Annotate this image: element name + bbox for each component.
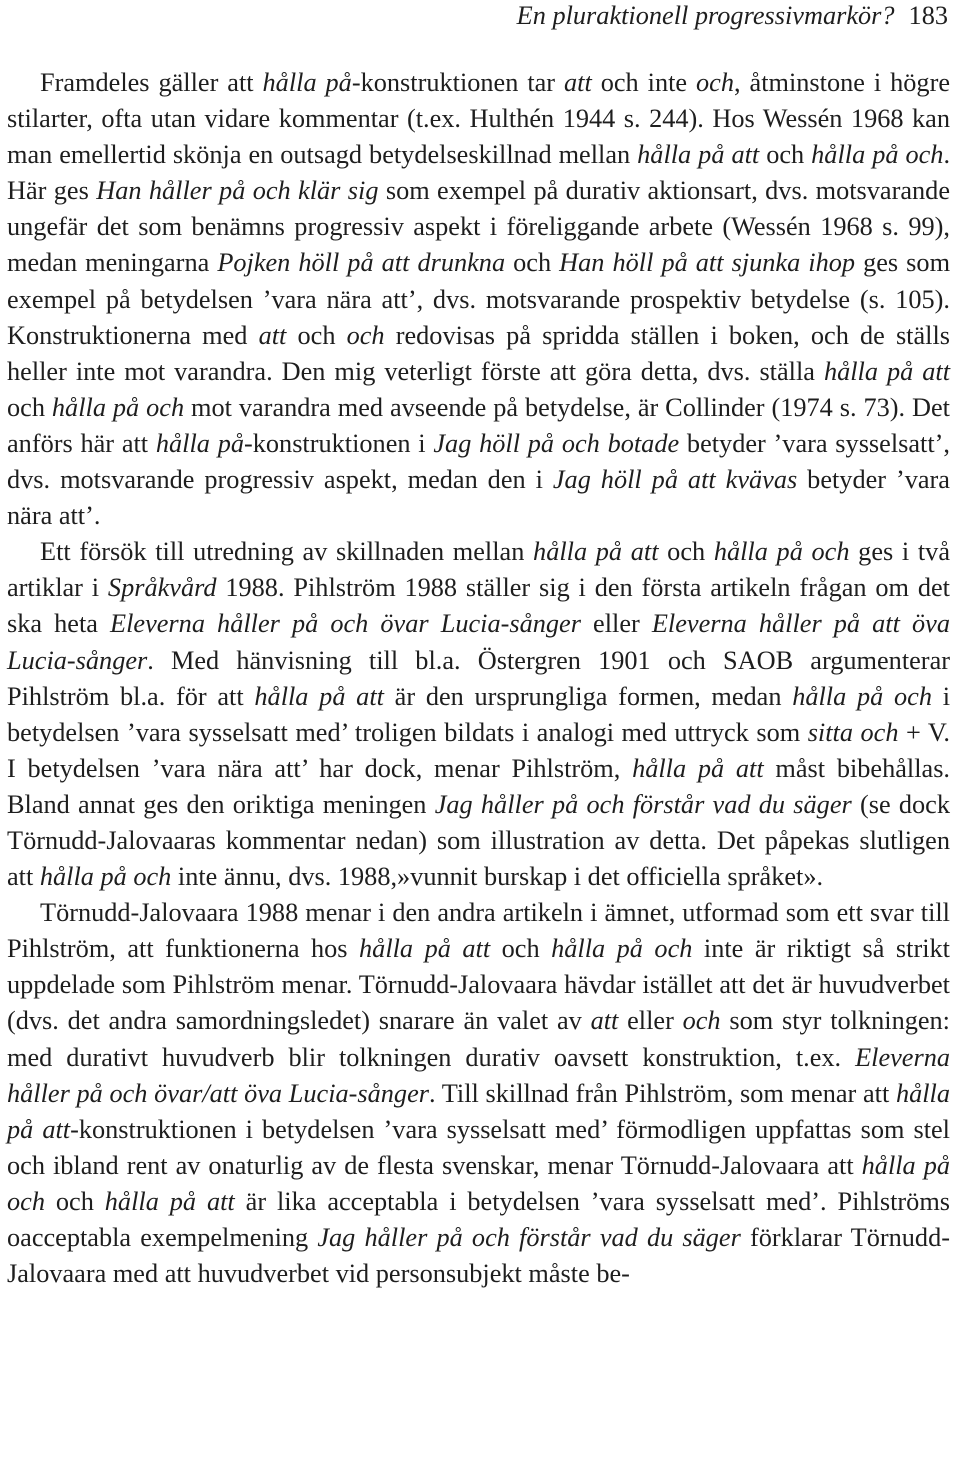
- text-run: betyder ’vara sysselsatt’, dvs. motsvarande progressiv aspekt, medan den i: [7, 428, 950, 495]
- text-run: inte ännu, dvs. 1988,»vunnit burskap i det officiella språket».: [171, 862, 824, 892]
- italic-run: att: [590, 1006, 619, 1036]
- text-run: Ett försök till utredning av skillnaden mellan: [40, 537, 534, 567]
- italic-run: hålla på och: [551, 934, 693, 964]
- italic-run: Eleverna håller på och övar Lucia-sånger: [110, 609, 581, 639]
- text-run: -konstruktionen tar: [351, 68, 565, 97]
- italic-run: Jag höll på att kvävas: [552, 465, 798, 495]
- text-run: . Till skillnad från Pihlström, som menar att: [429, 1078, 896, 1108]
- text-run: mot varandra med avseende på betydelse, är Collinder (1974 s. 73). Det anförs här att: [7, 392, 950, 458]
- text-run: Framdeles gäller att: [40, 68, 263, 97]
- text-run: ges i två artiklar i: [7, 537, 950, 603]
- italic-run: hålla på och: [792, 681, 932, 711]
- text-run: eller: [618, 1006, 683, 1036]
- italic-run: hålla på att: [632, 753, 764, 783]
- text-run: redovisas på spridda ställen i boken, och de ställs heller inte mot varandra. Den mig veterligt förste att göra detta, dvs. ställa: [7, 320, 950, 386]
- italic-run: och: [346, 320, 385, 350]
- page-number: 183: [908, 1, 948, 30]
- text-run: eller: [580, 609, 652, 639]
- paragraph: [7, 895, 950, 1292]
- running-title: En pluraktionell progressivmarkör?: [516, 1, 895, 30]
- italic-run: Jag håller på och förstår vad du säger: [317, 1223, 741, 1252]
- text-run: . Här ges: [7, 140, 951, 206]
- italic-run: hålla på och: [39, 862, 172, 892]
- running-header: [7, 0, 950, 36]
- italic-run: sitta och: [807, 717, 899, 747]
- italic-run: hålla på att: [637, 140, 760, 170]
- body-text: [7, 65, 950, 1292]
- text-run: 1988. Pihlström 1988 ställer sig i den första artikeln frågan om det ska heta: [7, 573, 950, 639]
- paragraph: [7, 65, 950, 534]
- italic-run: hålla på att: [254, 681, 384, 711]
- italic-run: hålla på att: [104, 1186, 235, 1216]
- text-run: -konstruktionen i: [244, 428, 434, 458]
- text-run: som exempel på durativ aktionsart, dvs. motsvarande ungefär det som benämns progressiv aspekt i föreliggande arbete (Wessén 1968 s. 99), medan meningarna: [7, 176, 950, 278]
- text-run: och: [490, 934, 552, 964]
- text-run: är den ursprungliga formen, medan: [383, 681, 793, 711]
- text-run: och: [7, 392, 52, 422]
- text-run: + V. I betydelsen ’vara nära att’ har dock, menar Pihlström,: [7, 717, 951, 783]
- italic-run: Eleverna håller på att öva Lucia-sånger: [7, 609, 950, 675]
- text-run: och: [658, 537, 714, 567]
- paragraph: [7, 534, 950, 895]
- italic-run: Jag höll på och botade: [433, 428, 680, 458]
- italic-run: hålla på att: [533, 537, 659, 567]
- italic-run: och: [682, 1006, 721, 1036]
- italic-run: hålla på och: [7, 1150, 950, 1216]
- text-run: som styr tolkningen: med durativt huvudverb blir tolkningen durativ oavsett konstruktion, t.ex.: [7, 1006, 950, 1072]
- text-run: inte är riktigt så strikt uppdelade som Pihlström menar. Törnudd-Jalovaara hävdar istället att det är huvudverbet (dvs. det andra samordningsledet) snarare än valet av: [7, 934, 950, 1036]
- italic-run: hålla på: [155, 428, 244, 458]
- text-run: förklarar Törnudd-Jalovaara med att huvudverbet vid personsubjekt måste be-: [7, 1223, 950, 1289]
- text-run: och: [286, 320, 347, 350]
- italic-run: att: [258, 320, 287, 350]
- italic-run: Han håller på och klär sig: [96, 176, 379, 206]
- text-run: Törnudd-Jalovaara 1988 menar i den andra artikeln i ämnet, utformad som ett svar till Pihlström, att funktionerna hos: [7, 898, 950, 964]
- italic-run: att: [564, 68, 592, 97]
- italic-run: Han höll på att sjunka ihop: [559, 248, 856, 278]
- text-run: måst bibehållas. Bland annat ges den oriktiga meningen: [7, 753, 951, 819]
- text-run: ges som exempel på betydelsen ’vara nära att’, dvs. motsvarande prospektiv betydelse (s. 105). Konstruktionerna med: [7, 248, 951, 350]
- italic-run: Eleverna håller på och övar/att öva Lucia-sånger: [7, 1042, 950, 1108]
- text-run: . Med hänvisning till bl.a. Östergren 1901 och SAOB argumenterar Pihlström bl.a. för att: [7, 645, 950, 711]
- italic-run: hålla på: [262, 68, 352, 97]
- italic-run: hålla på att: [823, 356, 951, 386]
- italic-run: hålla på och: [713, 537, 850, 567]
- italic-run: Jag håller på och förstår vad du säger: [434, 789, 852, 819]
- text-run: , åtminstone i högre stilarter, ofta utan vidare kommentar (t.ex. Hulthén 1944 s. 244). Hos Wessén 1968 kan man emellertid skönja en outsagd betydelseskillnad mellan: [7, 68, 950, 170]
- text-run: och: [505, 248, 560, 278]
- text-run: och: [759, 140, 812, 170]
- italic-run: Pojken höll på att drunkna: [217, 248, 506, 278]
- text-run: och: [44, 1186, 105, 1216]
- italic-run: hålla på att: [7, 1078, 950, 1144]
- text-run: är lika acceptabla i betydelsen ’vara sysselsatt med’. Pihlströms oacceptabla exempelmening: [7, 1186, 951, 1252]
- text-run: och inte: [591, 68, 697, 97]
- text-run: (se dock Törnudd-Jalovaaras kommentar nedan) som illustration av detta. Det påpekas slutligen att: [7, 789, 950, 892]
- text-run: -konstruktionen i betydelsen ’vara sysselsatt med’ förmodligen uppfattas som stel och ibland rent av onaturlig av de flesta svenskar, menar Törnudd-Jalovaara att: [7, 1114, 950, 1180]
- italic-run: hålla på att: [359, 934, 491, 964]
- italic-run: hålla på och: [811, 140, 944, 170]
- italic-run: hålla på och: [51, 392, 185, 422]
- text-run: betyder ’vara nära att’.: [7, 465, 950, 531]
- text-run: i betydelsen ’vara sysselsatt med’ troligen bildats i analogi med uttryck som: [7, 681, 950, 747]
- italic-run: Språkvård: [107, 573, 217, 603]
- italic-run: och: [696, 68, 734, 97]
